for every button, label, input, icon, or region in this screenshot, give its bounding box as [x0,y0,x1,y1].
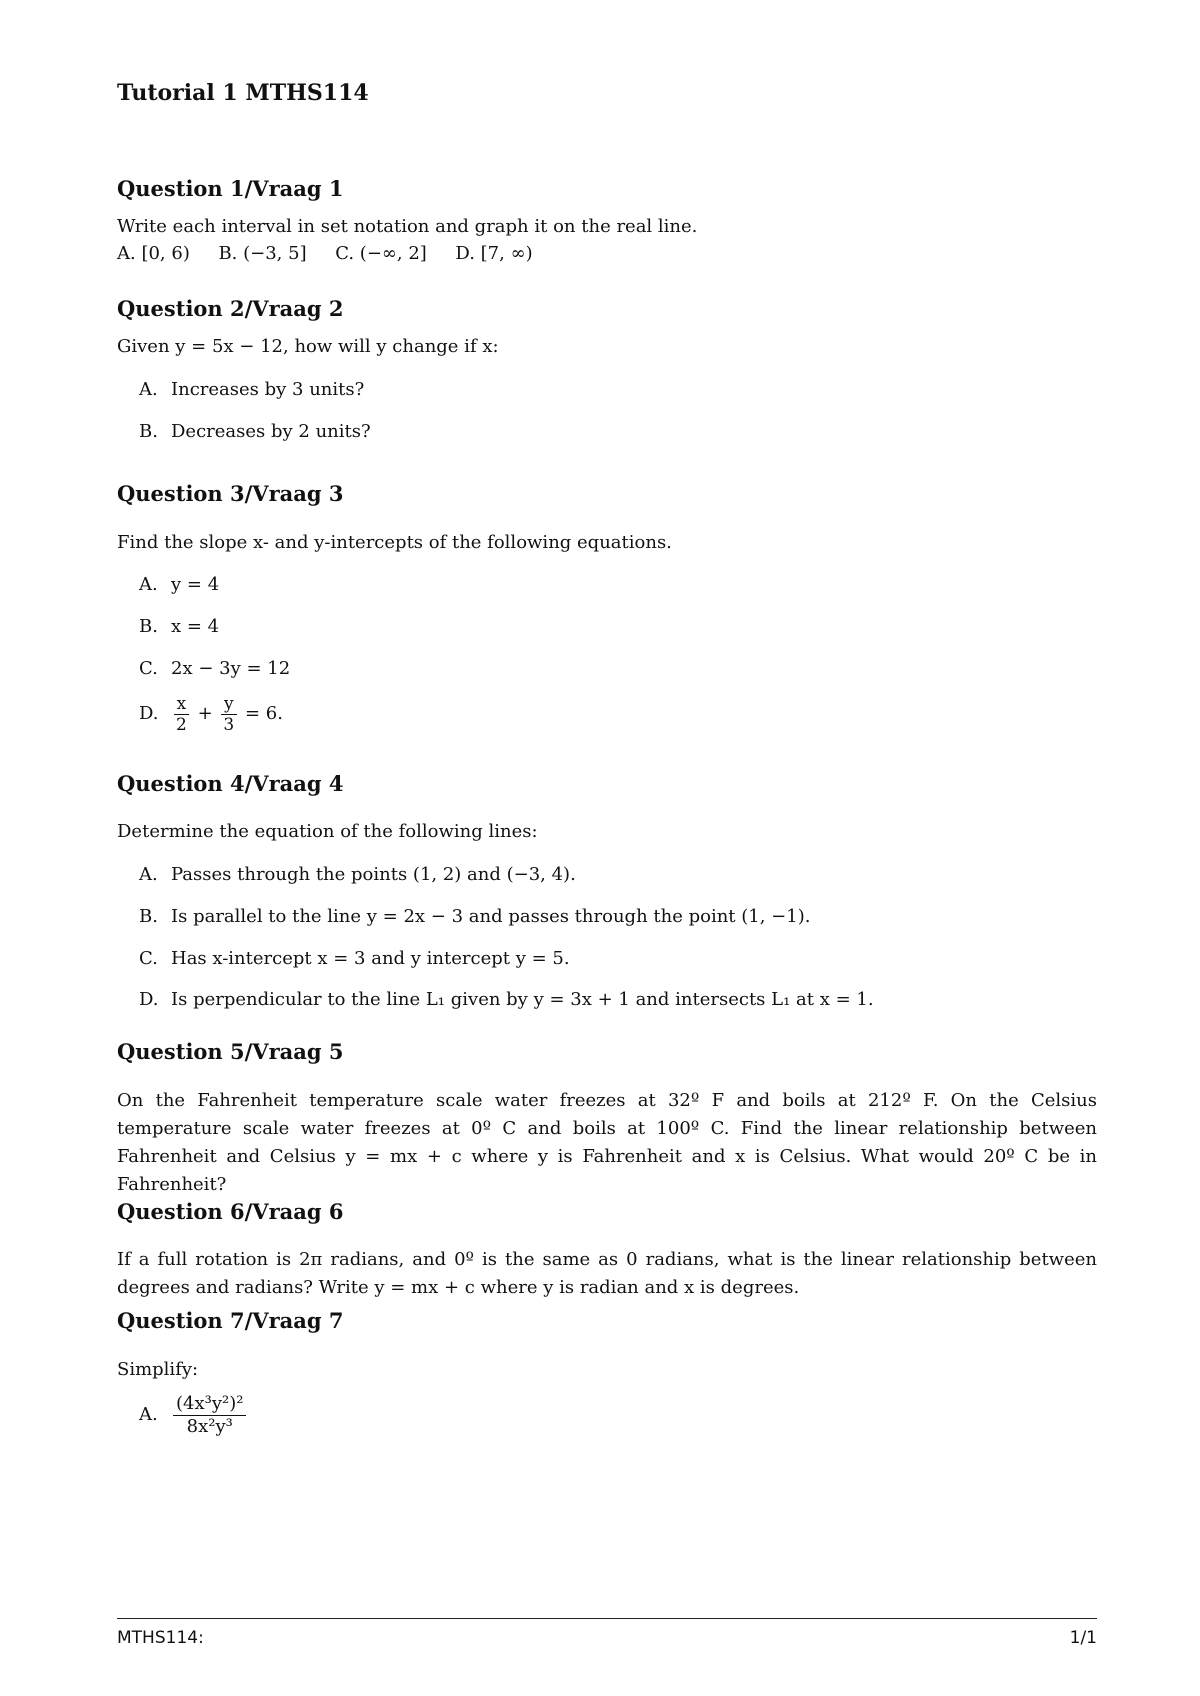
question-3-item-a [139,571,219,599]
item-label: A. [139,1404,158,1425]
item-label: C. [139,948,158,969]
question-7-heading: Question 7/Vraag 7 [117,1308,344,1333]
question-4-item-c [139,945,570,973]
question-4-item-d [139,986,874,1014]
item-text: 2x − 3y = 12 [171,658,291,679]
item-label: A. [139,864,158,885]
question-4-item-b [139,903,810,931]
item-label: A. [139,574,158,595]
item-text: Increases by 3 units? [171,379,365,400]
denominator: 2 [176,714,187,735]
question-4-heading: Question 4/Vraag 4 [117,771,344,796]
question-1-option-d: D. [7, ∞) [455,243,533,264]
question-7-item-a [139,1392,248,1438]
item-text: x = 4 [171,616,220,637]
question-2-item-a [139,376,364,404]
question-2-item-b [139,418,371,446]
question-7-text: Simplify: [117,1359,199,1380]
question-3-heading: Question 3/Vraag 3 [117,481,344,506]
question-6-heading: Question 6/Vraag 6 [117,1199,344,1224]
question-3-item-b [139,613,219,641]
item-label: A. [139,379,158,400]
question-4-text: Determine the equation of the following lines: [117,821,538,842]
item-text: y = 4 [171,574,220,595]
question-3-item-d [139,692,283,736]
question-6-text: If a full rotation is 2π radians, and 0º is the same as 0 radians, what is the linear relationship between degrees and radians? Write y = mx + c where y is radian and x is degrees. [117,1249,1097,1298]
fraction [173,1393,246,1438]
fraction [220,694,237,735]
question-5-text: On the Fahrenheit temperature scale water freezes at 32º F and boils at 212º F. On the Celsius temperature scale water freezes at 0º C and boils at 100º C. Find the linear relationship between Fahrenheit and Celsius y = mx + c where y is Fahrenheit and x is Celsius. What would 20º C be in Fahrenheit? [117,1090,1097,1195]
item-label: B. [139,906,158,927]
question-1-text: Write each interval in set notation and graph it on the real line. [117,216,698,237]
question-2-text: Given y = 5x − 12, how will y change if x: [117,336,499,357]
item-label: D. [139,989,159,1010]
denominator: 8x²y³ [186,1415,233,1437]
item-text: Passes through the points (1, 2) and (−3, 4). [171,864,576,885]
numerator: y [221,694,237,715]
document-title: Tutorial 1 MTHS114 [117,80,369,106]
question-1-options [117,240,533,268]
equation-rest: = 6. [244,703,283,724]
numerator: x [174,694,190,715]
item-label: B. [139,616,158,637]
item-text: Is parallel to the line y = 2x − 3 and passes through the point (1, −1). [171,906,811,927]
footer-course-code: MTHS114: [117,1628,204,1648]
question-4-item-a [139,861,576,889]
item-text: Decreases by 2 units? [171,421,371,442]
fraction [173,694,190,735]
plus-sign: + [197,703,213,724]
footer-page-number: 1/1 [1069,1628,1097,1648]
denominator: 3 [223,714,235,735]
question-1-heading: Question 1/Vraag 1 [117,176,344,201]
question-5-heading: Question 5/Vraag 5 [117,1039,344,1064]
question-1-option-a: A. [0, 6) [117,243,190,264]
question-1-option-b: B. (−3, 5] [218,243,307,264]
question-3-item-c [139,655,290,683]
question-1-option-c: C. (−∞, 2] [335,243,427,264]
item-label: D. [139,703,159,724]
footer-rule [117,1618,1097,1619]
question-3-text: Find the slope x- and y-intercepts of the following equations. [117,532,672,553]
item-label: B. [139,421,158,442]
item-text: Is perpendicular to the line L₁ given by y = 3x + 1 and intersects L₁ at x = 1. [171,989,874,1010]
item-label: C. [139,658,158,679]
item-text: Has x-intercept x = 3 and y intercept y = 5. [171,948,570,969]
question-2-heading: Question 2/Vraag 2 [117,296,344,321]
numerator: (4x³y²)² [173,1393,246,1416]
